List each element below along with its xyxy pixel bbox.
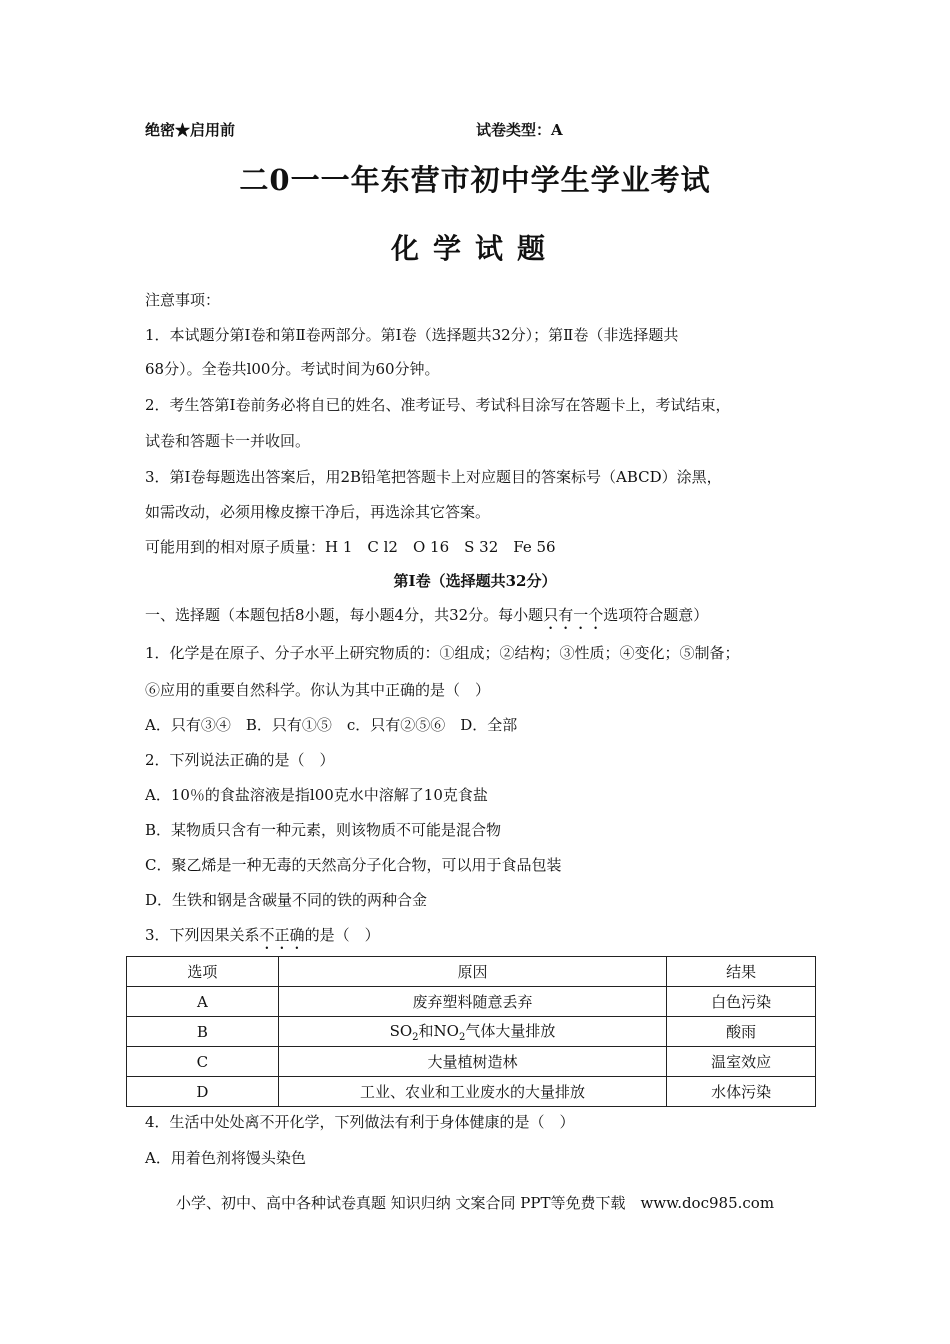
- note-3-line-1: 3．第Ⅰ卷每题选出答案后，用2B铅笔把答题卡上对应题目的答案标号（ABCD）涂黑，: [145, 468, 722, 486]
- note-1-line-2: 68分）。全卷共l00分。考试时间为60分钟。: [145, 360, 440, 378]
- row-result: 温室效应: [667, 1047, 816, 1077]
- row-cause: [278, 1017, 666, 1047]
- row-cause: 工业、农业和工业废水的大量排放: [278, 1077, 666, 1107]
- question-4-option-a: A．用着色剂将馒头染色: [145, 1149, 306, 1167]
- table-row: [127, 1077, 816, 1107]
- instructions-tail: 选项符合题意）: [603, 606, 709, 624]
- emphasized-text: 不正确: [259, 926, 305, 944]
- notes-heading: 注意事项：: [145, 291, 221, 309]
- question-2-option-a: A．10％的食盐溶液是指l00克水中溶解了10克食盐: [145, 786, 488, 804]
- table-row: [127, 987, 816, 1017]
- header-cause: 原因: [278, 957, 666, 987]
- note-1-line-1: 1．本试题分第Ⅰ卷和第Ⅱ卷两部分。第Ⅰ卷（选择题共32分）；第Ⅱ卷（非选择题共: [145, 326, 679, 344]
- atomic-mass-line: 可能用到的相对原子质量：H 1 C l2 O 16 S 32 Fe 56: [145, 538, 556, 556]
- note-2-line-1: 2．考生答第Ⅰ卷前务必将自已的姓名、准考证号、考试科目涂写在答题卡上，考试结束，: [145, 396, 731, 414]
- question-1-line-2: ⑥应用的重要自然科学。你认为其中正确的是（ ）: [145, 681, 491, 699]
- emphasized-text: 只有一个: [543, 606, 604, 624]
- question-2-option-b: B．某物质只含有一种元素，则该物质不可能是混合物: [145, 821, 502, 839]
- row-option: C: [127, 1047, 279, 1077]
- note-3-line-2: 如需改动，必须用橡皮擦干净后，再选涂其它答案。: [145, 503, 491, 521]
- row-result: 水体污染: [667, 1077, 816, 1107]
- table-row: [127, 1047, 816, 1077]
- formula-no: 和NO: [418, 1022, 459, 1040]
- stem-tail: 的是（ ）: [304, 926, 380, 944]
- page-footer: 小学、初中、高中各种试卷真题 知识归纳 文案合同 PPT等免费下载 www.doc985.com: [175, 1194, 775, 1212]
- row-result: 酸雨: [667, 1017, 816, 1047]
- cause-tail: 气体大量排放: [465, 1022, 556, 1040]
- subject-title: 化学试题: [390, 232, 559, 265]
- formula-so: SO: [389, 1022, 413, 1040]
- header-result: 结果: [667, 957, 816, 987]
- paper-type-label: 试卷类型：A: [476, 121, 563, 139]
- cause-effect-table: [126, 956, 816, 1107]
- question-2-option-c: C．聚乙烯是一种无毒的天然高分子化合物，可以用于食品包装: [145, 856, 562, 874]
- row-cause: 大量植树造林: [278, 1047, 666, 1077]
- table-header-row: [127, 957, 816, 987]
- section-1-heading: 第Ⅰ卷（选择题共32分）: [393, 572, 557, 590]
- row-option: D: [127, 1077, 279, 1107]
- stem-text: 3．下列因果关系: [145, 926, 260, 944]
- subscript: 2: [458, 1032, 466, 1043]
- question-1-options: A．只有③④ B．只有①⑤ c．只有②⑤⑥ D．全部: [145, 716, 518, 734]
- question-1-line-1: 1．化学是在原子、分子水平上研究物质的：①组成；②结构；③性质；④变化；⑤制备；: [145, 644, 740, 662]
- instructions-text: 一、选择题（本题包括8小题，每小题4分，共32分。每小题: [145, 606, 544, 624]
- row-option: A: [127, 987, 279, 1017]
- row-option: B: [127, 1017, 279, 1047]
- row-cause: 废弃塑料随意丢弃: [278, 987, 666, 1017]
- note-2-line-2: 试卷和答题卡一并收回。: [145, 432, 311, 450]
- secret-label: 绝密★启用前: [145, 121, 236, 139]
- table-row: [127, 1017, 816, 1047]
- header-option: 选项: [127, 957, 279, 987]
- question-2-option-d: D．生铁和钢是含碳量不同的铁的两种合金: [145, 891, 428, 909]
- subscript: 2: [412, 1032, 419, 1043]
- question-3-stem: [145, 924, 380, 953]
- question-4-stem: 4．生活中处处离不开化学，下列做法有利于身体健康的是（ ）: [145, 1113, 575, 1131]
- exam-title: 二0一一年东营市初中学生学业考试: [239, 163, 711, 197]
- section-1-instructions: [145, 604, 708, 633]
- question-2-stem: 2．下列说法正确的是（ ）: [145, 751, 335, 769]
- row-result: 白色污染: [667, 987, 816, 1017]
